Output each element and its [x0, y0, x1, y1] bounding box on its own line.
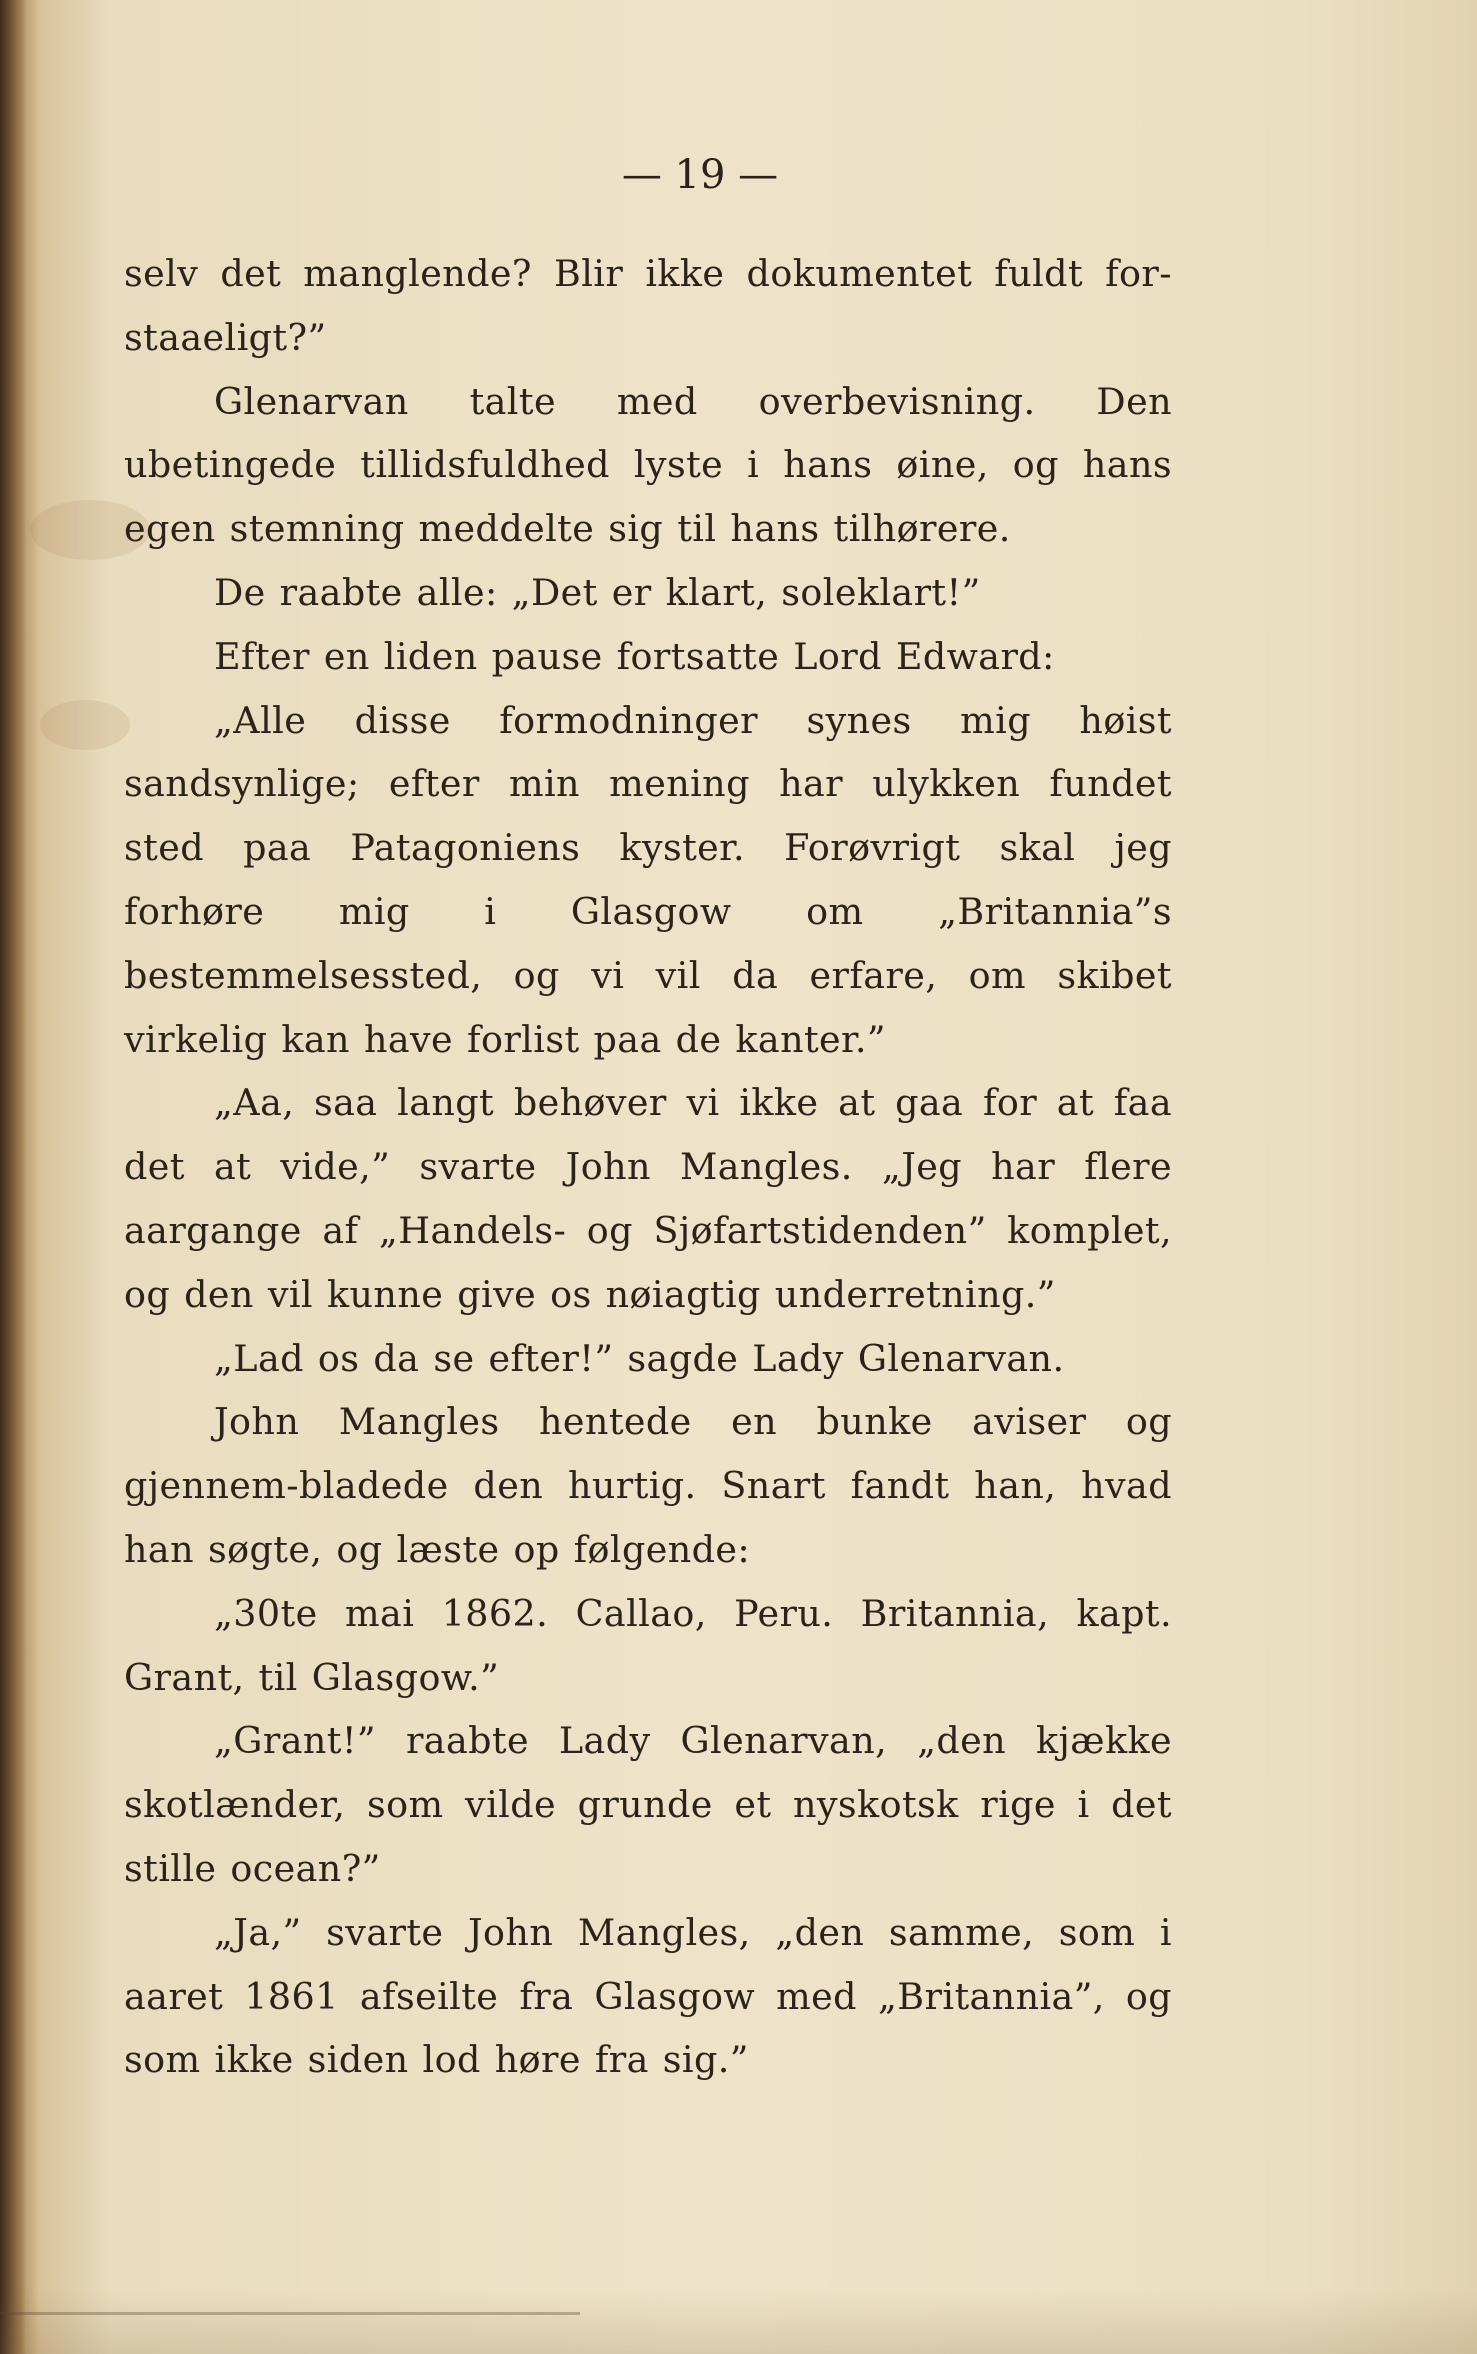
- paragraph: „Aa, saa langt behøver vi ikke at gaa for at faa det at vide,” svarte John Mangles. „Jeg har flere aargange af „Handels- og Sjøfartstidenden” komplet, og den vil kunne give os nøiagtig underretning.”: [124, 1081, 1172, 1316]
- paragraph: „Grant!” raabte Lady Glenarvan, „den kjække skotlænder, som vilde grunde et nyskotsk rige i det stille ocean?”: [124, 1719, 1172, 1890]
- paragraph: „Lad os da se efter!” sagde Lady Glenarvan.: [214, 1336, 1065, 1380]
- paragraph: Efter en liden pause fortsatte Lord Edward:: [214, 634, 1055, 678]
- page-number: — 19 —: [621, 152, 779, 198]
- paragraph: „Alle disse formodninger synes mig høist sandsynlige; efter min mening har ulykken fundet sted paa Patagoniens kyster. Forøvrigt skal jeg forhøre mig i Glasgow om „Britannia”s bestemmelsessted, og vi vil da erfare, om skibet virkelig kan have forlist paa de kanter.”: [124, 698, 1172, 1061]
- paragraph: John Mangles hentede en bunke aviser og gjennem-bladede den hurtig. Snart fandt han, hvad han søgte, og læste op følgende:: [124, 1400, 1172, 1571]
- paragraph: De raabte alle: „Det er klart, soleklart!”: [214, 570, 981, 614]
- page-bottom-shadow: [0, 2290, 1477, 2354]
- page-bottom-rule: [0, 2312, 580, 2315]
- paragraph: Glenarvan talte med overbevisning. Den ubetingede tillidsfuldhed lyste i hans øine, og hans egen stemning meddelte sig til hans tilhørere.: [124, 379, 1172, 551]
- body-text: [124, 242, 1172, 2092]
- paragraph: „30te mai 1862. Callao, Peru. Britannia, kapt. Grant, til Glasgow.”: [124, 1591, 1172, 1699]
- paragraph: „Ja,” svarte John Mangles, „den samme, som i aaret 1861 afseilte fra Glasgow med „Britannia”, og som ikke siden lod høre fra sig.”: [124, 1910, 1172, 2082]
- paragraph: selv det manglende? Blir ikke dokumentet fuldt for-staaeligt?”: [124, 252, 1172, 359]
- book-spine-shadow: [0, 0, 26, 2354]
- paper-stain: [40, 700, 130, 750]
